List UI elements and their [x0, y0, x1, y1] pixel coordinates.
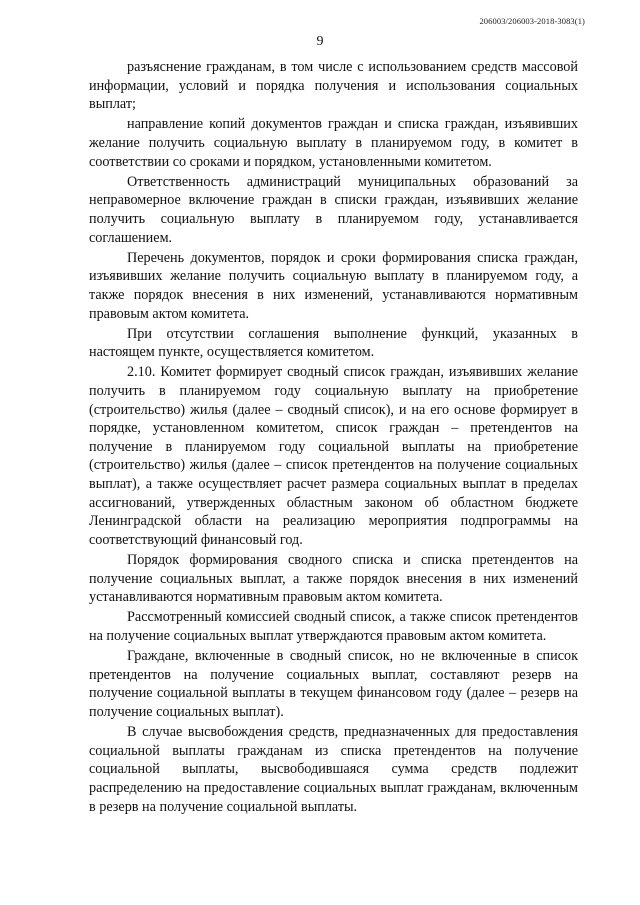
paragraph: В случае высвобождения средств, предназначенных для предоставления социальной выплаты гражданам из списка претендентов на получение социальной выплаты, высвободившаяся сумма средств подлежит распределению на предоставление социальных выплат гражданам, включенным в резерв на получение социальной выплаты. [89, 724, 578, 815]
paragraph: Граждане, включенные в сводный список, но не включенные в список претендентов на получение социальных выплат, составляют резерв на получение социальной выплаты в текущем финансовом году (далее – резерв на получение социальных выплат). [89, 648, 578, 720]
paragraph: Порядок формирования сводного списка и списка претендентов на получение социальных выплат, а также порядок внесения в них изменений устанавливаются нормативным правовым актом комитета. [89, 552, 578, 606]
paragraph: 2.10. Комитет формирует сводный список граждан, изъявивших желание получить в планируемом году социальную выплату на приобретение (строительство) жилья (далее – сводный список), и на его основе формирует в порядке, установленном комитетом, список граждан – претендентов на получение в планируемом году социальной выплаты на приобретение (строительство) жилья (далее – список претендентов на получение социальных выплат), а также осуществляет расчет размера социальных выплат в пределах ассигнований, утвержденных областным законом об областном бюджете Ленинградской области на реализацию мероприятия подпрограммы на соответствующий финансовый год. [89, 364, 578, 548]
document-id: 206003/206003-2018-3083(1) [479, 16, 585, 26]
paragraph: разъяснение гражданам, в том числе с использованием средств массовой информации, условий и порядка получения и использования социальных выплат; [89, 59, 578, 113]
document-body [89, 58, 578, 818]
page-number: 9 [316, 34, 324, 49]
paragraph: Перечень документов, порядок и сроки формирования списка граждан, изъявивших желание получить социальную выплату в планируемом году, а также порядок внесения в них изменений, устанавливаются нормативным правовым актом комитета. [89, 249, 578, 322]
paragraph: При отсутствии соглашения выполнение функций, указанных в настоящем пункте, осуществляется комитетом. [89, 325, 578, 361]
paragraph: Рассмотренный комиссией сводный список, а также список претендентов на получение социальных выплат утверждаются правовым актом комитета. [89, 609, 578, 644]
paragraph: Ответственность администраций муниципальных образований за неправомерное включение граждан в списки граждан, изъявивших желание получить социальную выплату в планируемом году, устанавливается соглашением. [89, 173, 578, 246]
paragraph: направление копий документов граждан и списка граждан, изъявивших желание получить социальную выплату в планируемом году, в комитет в соответствии со сроками и порядком, установленными комитетом. [89, 116, 578, 170]
